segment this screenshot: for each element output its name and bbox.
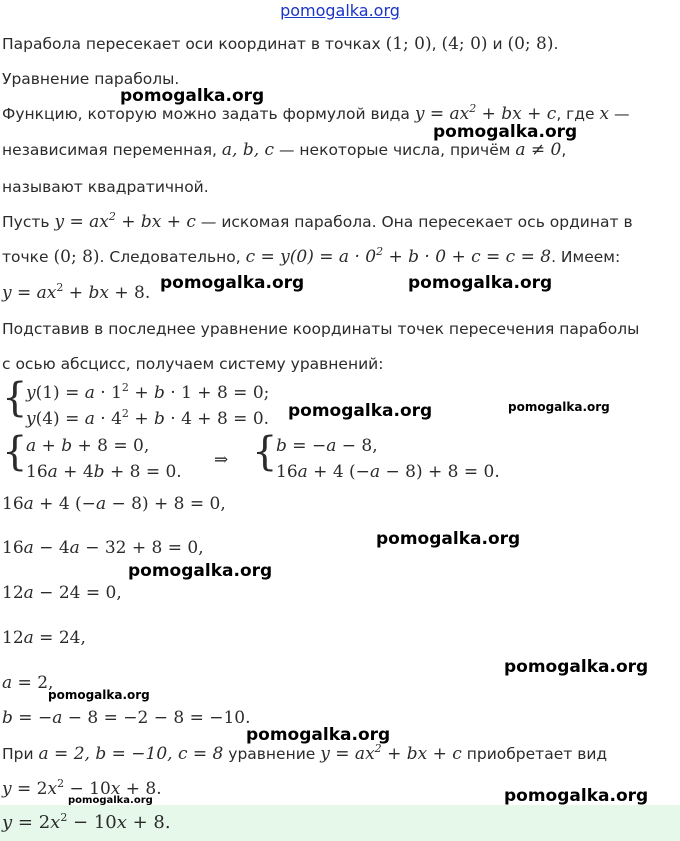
text: , где <box>556 105 595 123</box>
text-line-5: называют квадратичной. <box>2 178 209 196</box>
text: — искомая парабола. Она пересекает ось ординат в <box>200 213 633 231</box>
system-eq-2: $y(4) = a \cdot 4^2 + b \cdot 4 + 8 = 0$. <box>26 407 270 429</box>
step-1: 16a + 4 (−a − 8) + 8 = 0, <box>2 494 226 514</box>
watermark: pomogalka.org <box>160 273 305 293</box>
implies-icon: ⇒ <box>214 450 229 470</box>
text-line-4: независимая переменная, a, b, c — некоторые числа, причём a ≠ 0, <box>2 140 567 160</box>
section-heading: Уравнение параболы. <box>2 70 180 88</box>
text: приобретает вид <box>466 745 608 763</box>
text: точке <box>2 248 49 266</box>
point-3: (0; 8) <box>507 34 554 54</box>
watermark: pomogalka.org <box>68 795 153 806</box>
system-eq-3: a + b + 8 = 0, <box>26 436 150 456</box>
brace-icon: { <box>252 429 278 475</box>
point-0-8: (0; 8) <box>53 247 100 267</box>
result-formula: $y = 2x^2 - 10x + 8$. <box>2 777 162 799</box>
sep: . <box>553 35 559 53</box>
watermark: pomogalka.org <box>408 273 553 293</box>
text-line-1 <box>2 34 558 54</box>
watermark: pomogalka.org <box>508 400 610 414</box>
text: Пусть <box>2 213 50 231</box>
text-line-3 <box>2 104 630 124</box>
formula-parabola: $y = ax^2$ + bx + c <box>54 210 196 232</box>
values-abc: a = 2, b = −10, c = 8 <box>38 744 224 764</box>
step-4: 12a = 24, <box>2 628 86 648</box>
text-line-7 <box>2 247 620 267</box>
text: . Имеем: <box>551 248 621 266</box>
watermark: pomogalka.org <box>120 86 265 106</box>
formula-general-2: $y = ax^2$ + bx + c <box>320 742 462 764</box>
point-2: (4; 0) <box>441 34 488 54</box>
dash: — <box>614 105 630 123</box>
system-eq-1: $y(1) = a \cdot 1^2 + b \cdot 1 + 8 = 0$; <box>26 381 270 403</box>
cond-a: a ≠ 0 <box>515 140 562 160</box>
sep: , <box>431 35 437 53</box>
var-x: x <box>599 104 610 124</box>
text-line-6 <box>2 212 633 232</box>
text-line-final <box>2 744 607 764</box>
text-line-9: Подставив в последнее уравнение координаты точек пересечения параболы <box>2 320 640 338</box>
points-intro: Парабола пересекает оси координат в точках <box>2 35 381 53</box>
system-eq-6: 16a + 4 (−a − 8) + 8 = 0. <box>276 462 500 482</box>
formula-general: $y = ax^2$ + bx + c <box>414 102 557 124</box>
step-2: 16a − 4a − 32 + 8 = 0, <box>2 538 204 558</box>
text: уравнение <box>228 745 316 763</box>
watermark: pomogalka.org <box>504 786 649 806</box>
point-1: (1; 0) <box>385 34 432 54</box>
brace-icon: { <box>2 429 28 475</box>
watermark: pomogalka.org <box>504 657 649 677</box>
vars-abc: a, b, c <box>221 140 275 160</box>
watermark: pomogalka.org <box>288 401 433 421</box>
text: При <box>2 745 34 763</box>
watermark: pomogalka.org <box>246 725 391 745</box>
system-eq-5: b = −a − 8, <box>276 436 378 456</box>
watermark: pomogalka.org <box>48 688 150 702</box>
watermark: pomogalka.org <box>376 529 521 549</box>
sep: и <box>487 35 508 53</box>
definition-text: Функцию, которую можно задать формулой вида <box>2 105 410 123</box>
step-5: a = 2, <box>2 673 54 693</box>
formula-c: $c = y(0) = a \cdot 0^2 + b \cdot 0 + c = c = 8$ <box>245 245 552 267</box>
brace-icon: { <box>2 375 28 421</box>
text-line-10: с осью абсцисс, получаем систему уравнений: <box>2 355 384 373</box>
text: — некоторые числа, причём <box>278 141 511 159</box>
watermark: pomogalka.org <box>128 561 273 581</box>
answer-formula: $y = 2x^2 - 10x + 8$. <box>2 811 171 833</box>
site-header-link[interactable]: pomogalka.org <box>280 1 400 20</box>
text: независимая переменная, <box>2 141 217 159</box>
step-6: b = −a − 8 = −2 − 8 = −10. <box>2 708 251 728</box>
step-3: 12a − 24 = 0, <box>2 583 122 603</box>
text: . Следовательно, <box>99 248 241 266</box>
system-eq-4: 16a + 4b + 8 = 0. <box>26 462 182 482</box>
watermark: pomogalka.org <box>433 122 578 142</box>
formula-line-8: $y = ax^2$ + bx + 8. <box>2 281 151 303</box>
